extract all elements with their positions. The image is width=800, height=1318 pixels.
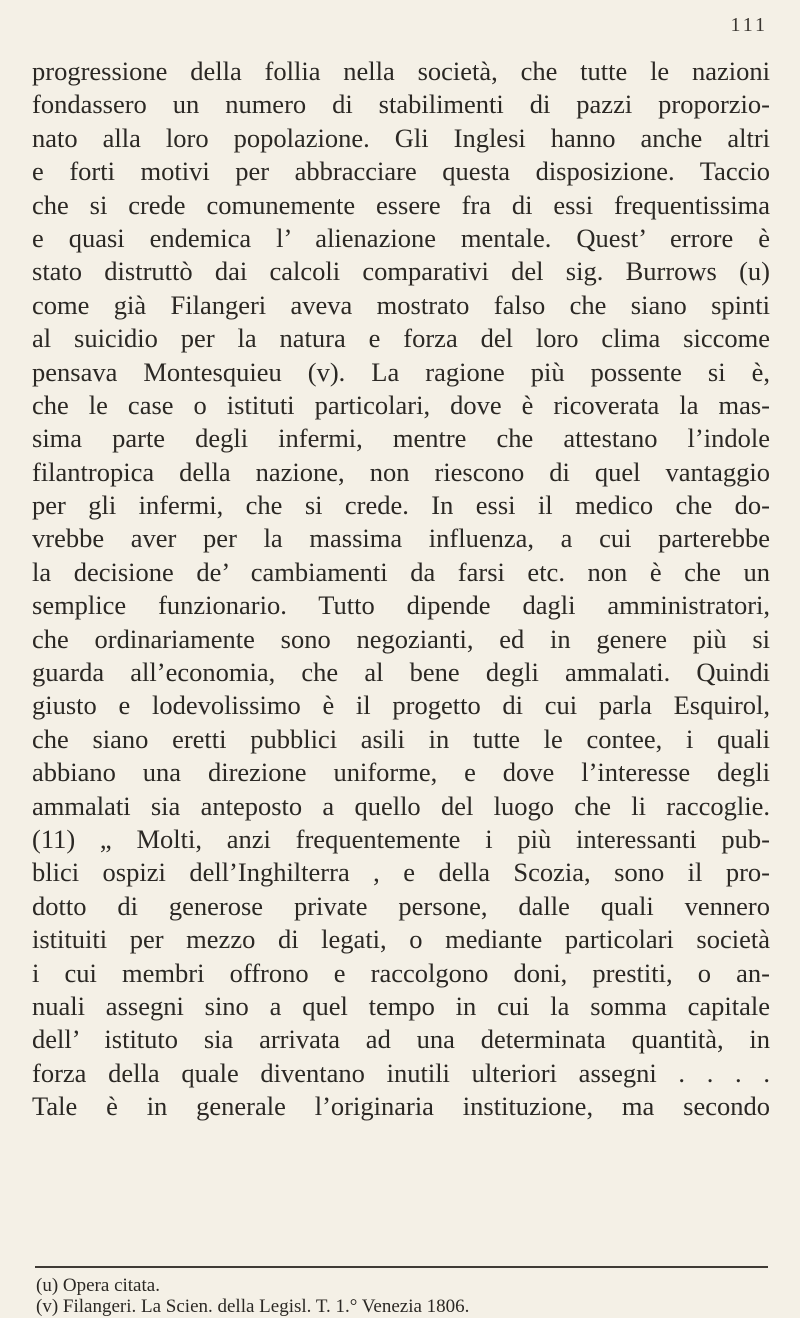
text-line: che le case o istituti particolari, dove è ricoverata la mas-	[32, 389, 770, 420]
text-line: ammalati sia anteposto a quello del luogo che li raccoglie.	[32, 790, 770, 821]
text-line: giusto e lodevolissimo è il progetto di cui parla Esquirol,	[32, 690, 770, 721]
text-line: che ordinariamente sono negozianti, ed in genere più si	[32, 623, 770, 654]
text-line: semplice funzionario. Tutto dipende dagli amministratori,	[32, 590, 770, 621]
footnote-u: (u) Opera citata.	[36, 1275, 160, 1296]
text-line: per gli infermi, che si crede. In essi il medico che do-	[32, 490, 770, 521]
footnotes	[36, 1275, 736, 1317]
text-line: al suicidio per la natura e forza del loro clima siccome	[32, 323, 770, 354]
text-line: che si crede comunemente essere fra di essi frequentissima	[32, 189, 770, 220]
page-number: 111	[730, 14, 768, 36]
text-line: filantropica della nazione, non riescono di quel vantaggio	[32, 456, 770, 487]
text-line: e quasi endemica l’ alienazione mentale. Quest’ errore è	[32, 222, 770, 253]
text-line: progressione della follia nella società, che tutte le nazioni	[32, 56, 770, 86]
text-line: nuali assegni sino a quel tempo in cui la somma capitale	[32, 990, 770, 1021]
text-line: Tale è in generale l’originaria instituzione, ma secondo	[32, 1091, 770, 1122]
footnote-divider	[35, 1266, 768, 1268]
text-line: nato alla loro popolazione. Gli Inglesi hanno anche altri	[32, 122, 770, 153]
text-line: i cui membri offrono e raccolgono doni, prestiti, o an-	[32, 957, 770, 988]
text-line: abbiano una direzione uniforme, e dove l’interesse degli	[32, 757, 770, 788]
text-line: (11) „ Molti, anzi frequentemente i più interessanti pub-	[32, 823, 770, 854]
text-line: dell’ istituto sia arrivata ad una determinata quantità, in	[32, 1024, 770, 1055]
footnote-v: (v) Filangeri. La Scien. della Legisl. T. 1.° Venezia 1806.	[36, 1296, 470, 1317]
body-text	[32, 55, 770, 1124]
text-line: forza della quale diventano inutili ulteriori assegni . . . .	[32, 1057, 770, 1088]
text-line: stato distruttò dai calcoli comparativi del sig. Burrows (u)	[32, 256, 770, 287]
text-line: vrebbe aver per la massima influenza, a cui parterebbe	[32, 523, 770, 554]
text-line: guarda all’economia, che al bene degli ammalati. Quindi	[32, 657, 770, 688]
text-line: blici ospizi dell’Inghilterra , e della Scozia, sono il pro-	[32, 857, 770, 888]
text-line: la decisione de’ cambiamenti da farsi etc. non è che un	[32, 556, 770, 587]
text-line: pensava Montesquieu (v). La ragione più possente si è,	[32, 356, 770, 387]
text-line: sima parte degli infermi, mentre che attestano l’indole	[32, 423, 770, 454]
text-line: che siano eretti pubblici asili in tutte le contee, i quali	[32, 723, 770, 754]
text-line: dotto di generose private persone, dalle quali vennero	[32, 890, 770, 921]
text-line: come già Filangeri aveva mostrato falso che siano spinti	[32, 289, 770, 320]
text-line: istituiti per mezzo di legati, o mediante particolari società	[32, 924, 770, 955]
text-line: e forti motivi per abbracciare questa disposizione. Taccio	[32, 156, 770, 187]
text-line: fondassero un numero di stabilimenti di pazzi proporzio-	[32, 89, 770, 120]
